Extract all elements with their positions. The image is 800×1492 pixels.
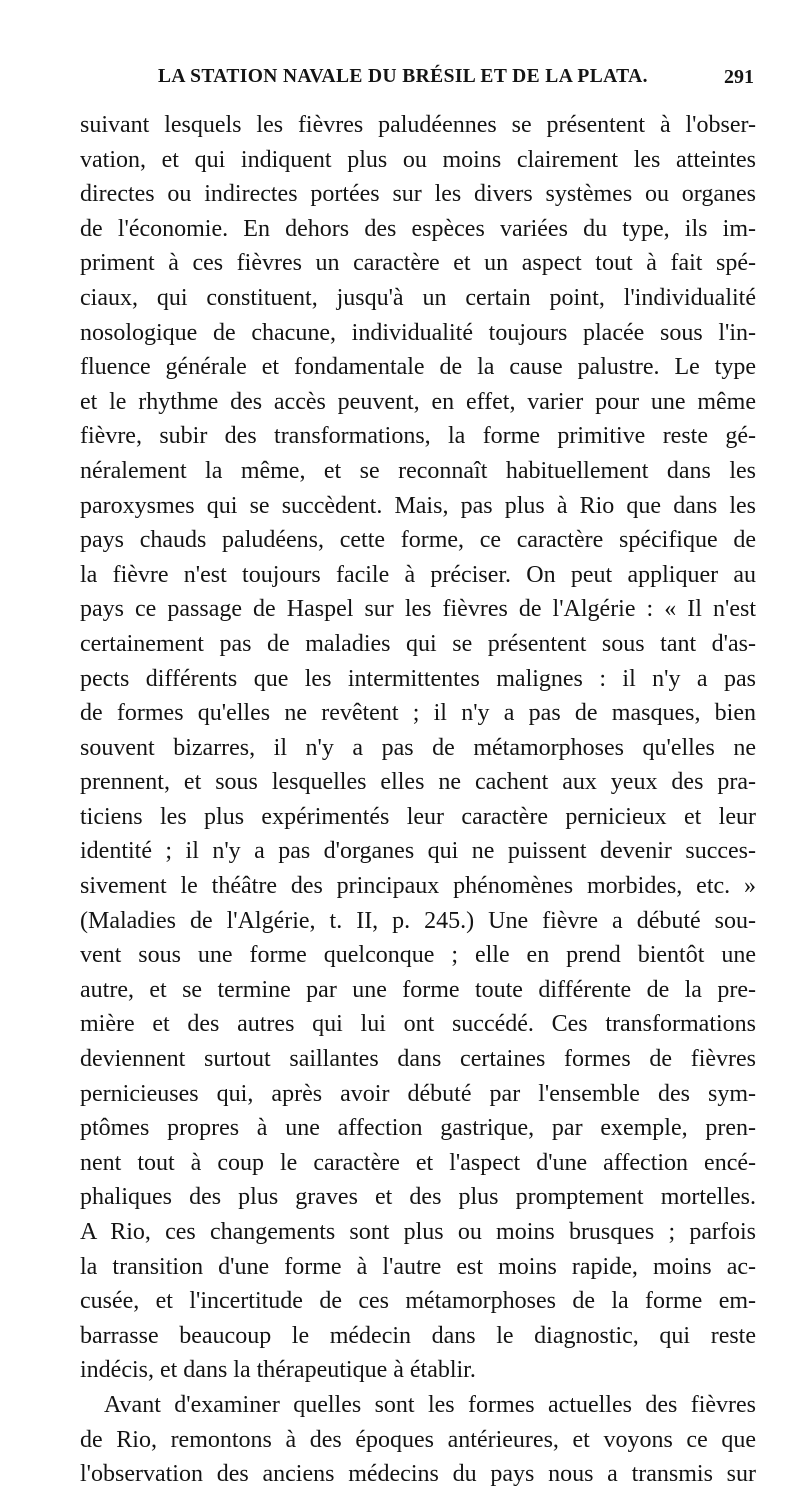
text-line: priment à ces fièvres un caractère et un aspect tout à fait spé- xyxy=(80,250,756,277)
text-line: certainement pas de maladies qui se présentent sous tant d'as- xyxy=(80,630,756,657)
text-line: cusée, et l'incertitude de ces métamorphoses de la forme em- xyxy=(80,1288,756,1315)
text-line: Avant d'examiner quelles sont les formes actuelles des fièvres xyxy=(104,1391,756,1418)
page-number: 291 xyxy=(724,66,754,88)
text-line: fièvre, subir des transformations, la forme primitive reste gé- xyxy=(80,423,756,450)
text-line: deviennent surtout saillantes dans certaines formes de fièvres xyxy=(80,1046,756,1073)
text-line: autre, et se termine par une forme toute différente de la pre- xyxy=(80,976,756,1003)
text-line: fluence générale et fondamentale de la cause palustre. Le type xyxy=(80,354,756,381)
text-line: barrasse beaucoup le médecin dans le diagnostic, qui reste xyxy=(80,1322,756,1349)
text-line: souvent bizarres, il n'y a pas de métamorphoses qu'elles ne xyxy=(80,734,756,761)
text-line: ciaux, qui constituent, jusqu'à un certain point, l'individualité xyxy=(80,284,756,311)
text-line: (Maladies de l'Algérie, t. II, p. 245.) Une fièvre a débuté sou- xyxy=(80,907,756,934)
text-line: paroxysmes qui se succèdent. Mais, pas plus à Rio que dans les xyxy=(80,492,756,519)
paragraph-2 xyxy=(80,1388,756,1492)
text-line: pects différents que les intermittentes malignes : il n'y a pas xyxy=(80,665,756,692)
text-line: pays chauds paludéens, cette forme, ce caractère spécifique de xyxy=(80,527,756,554)
text-line: l'observation des anciens médecins du pays nous a transmis sur xyxy=(80,1461,756,1488)
text-line: néralement la même, et se reconnaît habituellement dans les xyxy=(80,457,756,484)
paragraph-1 xyxy=(80,108,756,1388)
running-title: LA STATION NAVALE DU BRÉSIL ET DE LA PLATA. xyxy=(158,66,648,87)
running-head xyxy=(104,66,754,96)
text-line: la fièvre n'est toujours facile à préciser. On peut appliquer au xyxy=(80,561,756,588)
text-line: prennent, et sous lesquelles elles ne cachent aux yeux des pra- xyxy=(80,769,756,796)
text-line: de l'économie. En dehors des espèces variées du type, ils im- xyxy=(80,215,756,242)
text-line: phaliques des plus graves et des plus promptement mortelles. xyxy=(80,1184,756,1211)
text-line: ticiens les plus expérimentés leur caractère pernicieux et leur xyxy=(80,803,756,830)
text-line: pays ce passage de Haspel sur les fièvres de l'Algérie : « Il n'est xyxy=(80,596,756,623)
text-line: la transition d'une forme à l'autre est moins rapide, moins ac- xyxy=(80,1253,756,1280)
text-line: nent tout à coup le caractère et l'aspect d'une affection encé- xyxy=(80,1149,756,1176)
text-line: sivement le théâtre des principaux phénomènes morbides, etc. » xyxy=(80,873,756,900)
text-line: ptômes propres à une affection gastrique, par exemple, pren- xyxy=(80,1115,756,1142)
text-line: mière et des autres qui lui ont succédé. Ces transformations xyxy=(80,1011,756,1038)
text-line: de Rio, remontons à des époques antérieures, et voyons ce que xyxy=(80,1426,756,1453)
text-line: nosologique de chacune, individualité toujours placée sous l'in- xyxy=(80,319,756,346)
text-line: de formes qu'elles ne revêtent ; il n'y a pas de masques, bien xyxy=(80,700,756,727)
text-line: et le rhythme des accès peuvent, en effet, varier pour une même xyxy=(80,388,756,415)
text-line: vent sous une forme quelconque ; elle en prend bientôt une xyxy=(80,942,756,969)
text-line: vation, et qui indiquent plus ou moins clairement les atteintes xyxy=(80,146,756,173)
text-line: directes ou indirectes portées sur les divers systèmes ou organes xyxy=(80,181,756,208)
text-line: suivant lesquels les fièvres paludéennes se présentent à l'obser- xyxy=(80,112,756,138)
text-line: pernicieuses qui, après avoir débuté par l'ensemble des sym- xyxy=(80,1080,756,1107)
text-line: indécis, et dans la thérapeutique à établir. xyxy=(80,1357,476,1384)
text-line: A Rio, ces changements sont plus ou moins brusques ; parfois xyxy=(80,1219,756,1245)
body-text xyxy=(80,108,756,1492)
text-line: identité ; il n'y a pas d'organes qui ne puissent devenir succes- xyxy=(80,838,756,865)
